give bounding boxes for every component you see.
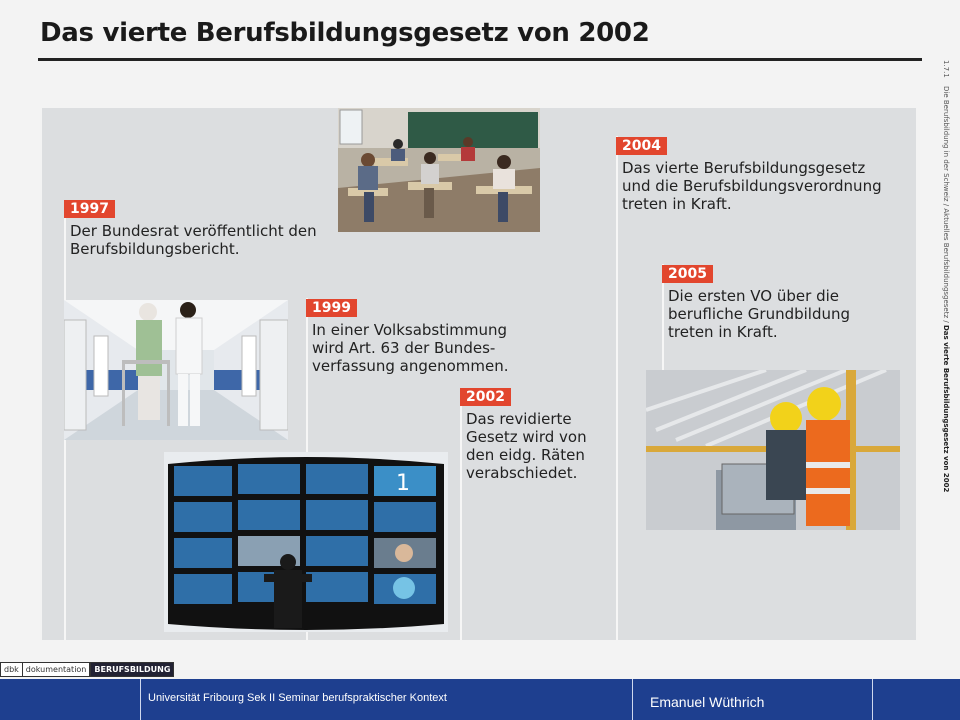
event-2004	[616, 135, 882, 213]
page-title: Das vierte Berufsbildungsgesetz von 2002	[40, 18, 650, 48]
video-wall-photo	[164, 452, 448, 632]
timeline-panel	[42, 108, 916, 640]
event-text	[312, 321, 509, 375]
footer-divider	[632, 679, 633, 720]
logo-part: dbk	[0, 662, 23, 677]
event-line: In einer Volksabstimmung	[312, 321, 508, 339]
event-line: Die ersten VO über die	[668, 287, 839, 305]
footer-divider	[140, 679, 141, 720]
event-line: und die Berufsbildungsverordnung	[622, 177, 882, 195]
breadcrumb	[942, 86, 950, 492]
workers-photo	[646, 370, 900, 530]
event-line: treten in Kraft.	[668, 323, 778, 341]
year-badge: 2002	[460, 388, 511, 406]
event-1999	[306, 297, 509, 375]
footer-bar	[0, 679, 960, 720]
breadcrumb-path: Die Berufsbildung in der Schweiz / Aktuelles Berufsbildungsgesetz /	[942, 86, 950, 325]
event-line: wird Art. 63 der Bundes-	[312, 339, 496, 357]
footer-author: Emanuel Wüthrich	[650, 694, 765, 710]
logo-part: dokumentation	[23, 662, 91, 677]
event-text	[70, 222, 317, 258]
footer-divider	[872, 679, 873, 720]
event-2005	[662, 263, 850, 341]
year-badge: 2004	[616, 137, 667, 155]
event-1997	[64, 198, 317, 258]
svg-text:1: 1	[396, 471, 410, 496]
dbk-logo	[0, 662, 174, 677]
side-margin-text	[934, 60, 956, 493]
footer-institution: Universität Fribourg Sek II Seminar berufspraktischer Kontext	[148, 692, 447, 704]
event-text	[622, 159, 882, 213]
care-photo	[64, 300, 288, 440]
page-number: 1.7.1	[942, 60, 950, 78]
title-divider	[38, 58, 922, 61]
year-badge: 1999	[306, 299, 357, 317]
event-line: Das vierte Berufsbildungsgesetz	[622, 159, 866, 177]
breadcrumb-current: Das vierte Berufsbildungsgesetz von 2002	[942, 324, 950, 493]
event-text	[466, 410, 587, 482]
event-text	[668, 287, 850, 341]
event-line: verfassung angenommen.	[312, 357, 509, 375]
year-badge: 2005	[662, 265, 713, 283]
event-2002	[460, 386, 587, 482]
event-line: treten in Kraft.	[622, 195, 732, 213]
logo-part: BERUFSBILDUNG	[90, 662, 174, 677]
event-line: Das revidierte	[466, 410, 572, 428]
event-line: Gesetz wird von	[466, 428, 587, 446]
year-badge: 1997	[64, 200, 115, 218]
event-line: den eidg. Räten	[466, 446, 585, 464]
event-line: berufliche Grundbildung	[668, 305, 851, 323]
classroom-photo	[338, 108, 540, 232]
event-line: Der Bundesrat veröffentlicht den	[70, 222, 317, 240]
event-line: verabschiedet.	[466, 464, 578, 482]
event-line: Berufsbildungsbericht.	[70, 240, 240, 258]
